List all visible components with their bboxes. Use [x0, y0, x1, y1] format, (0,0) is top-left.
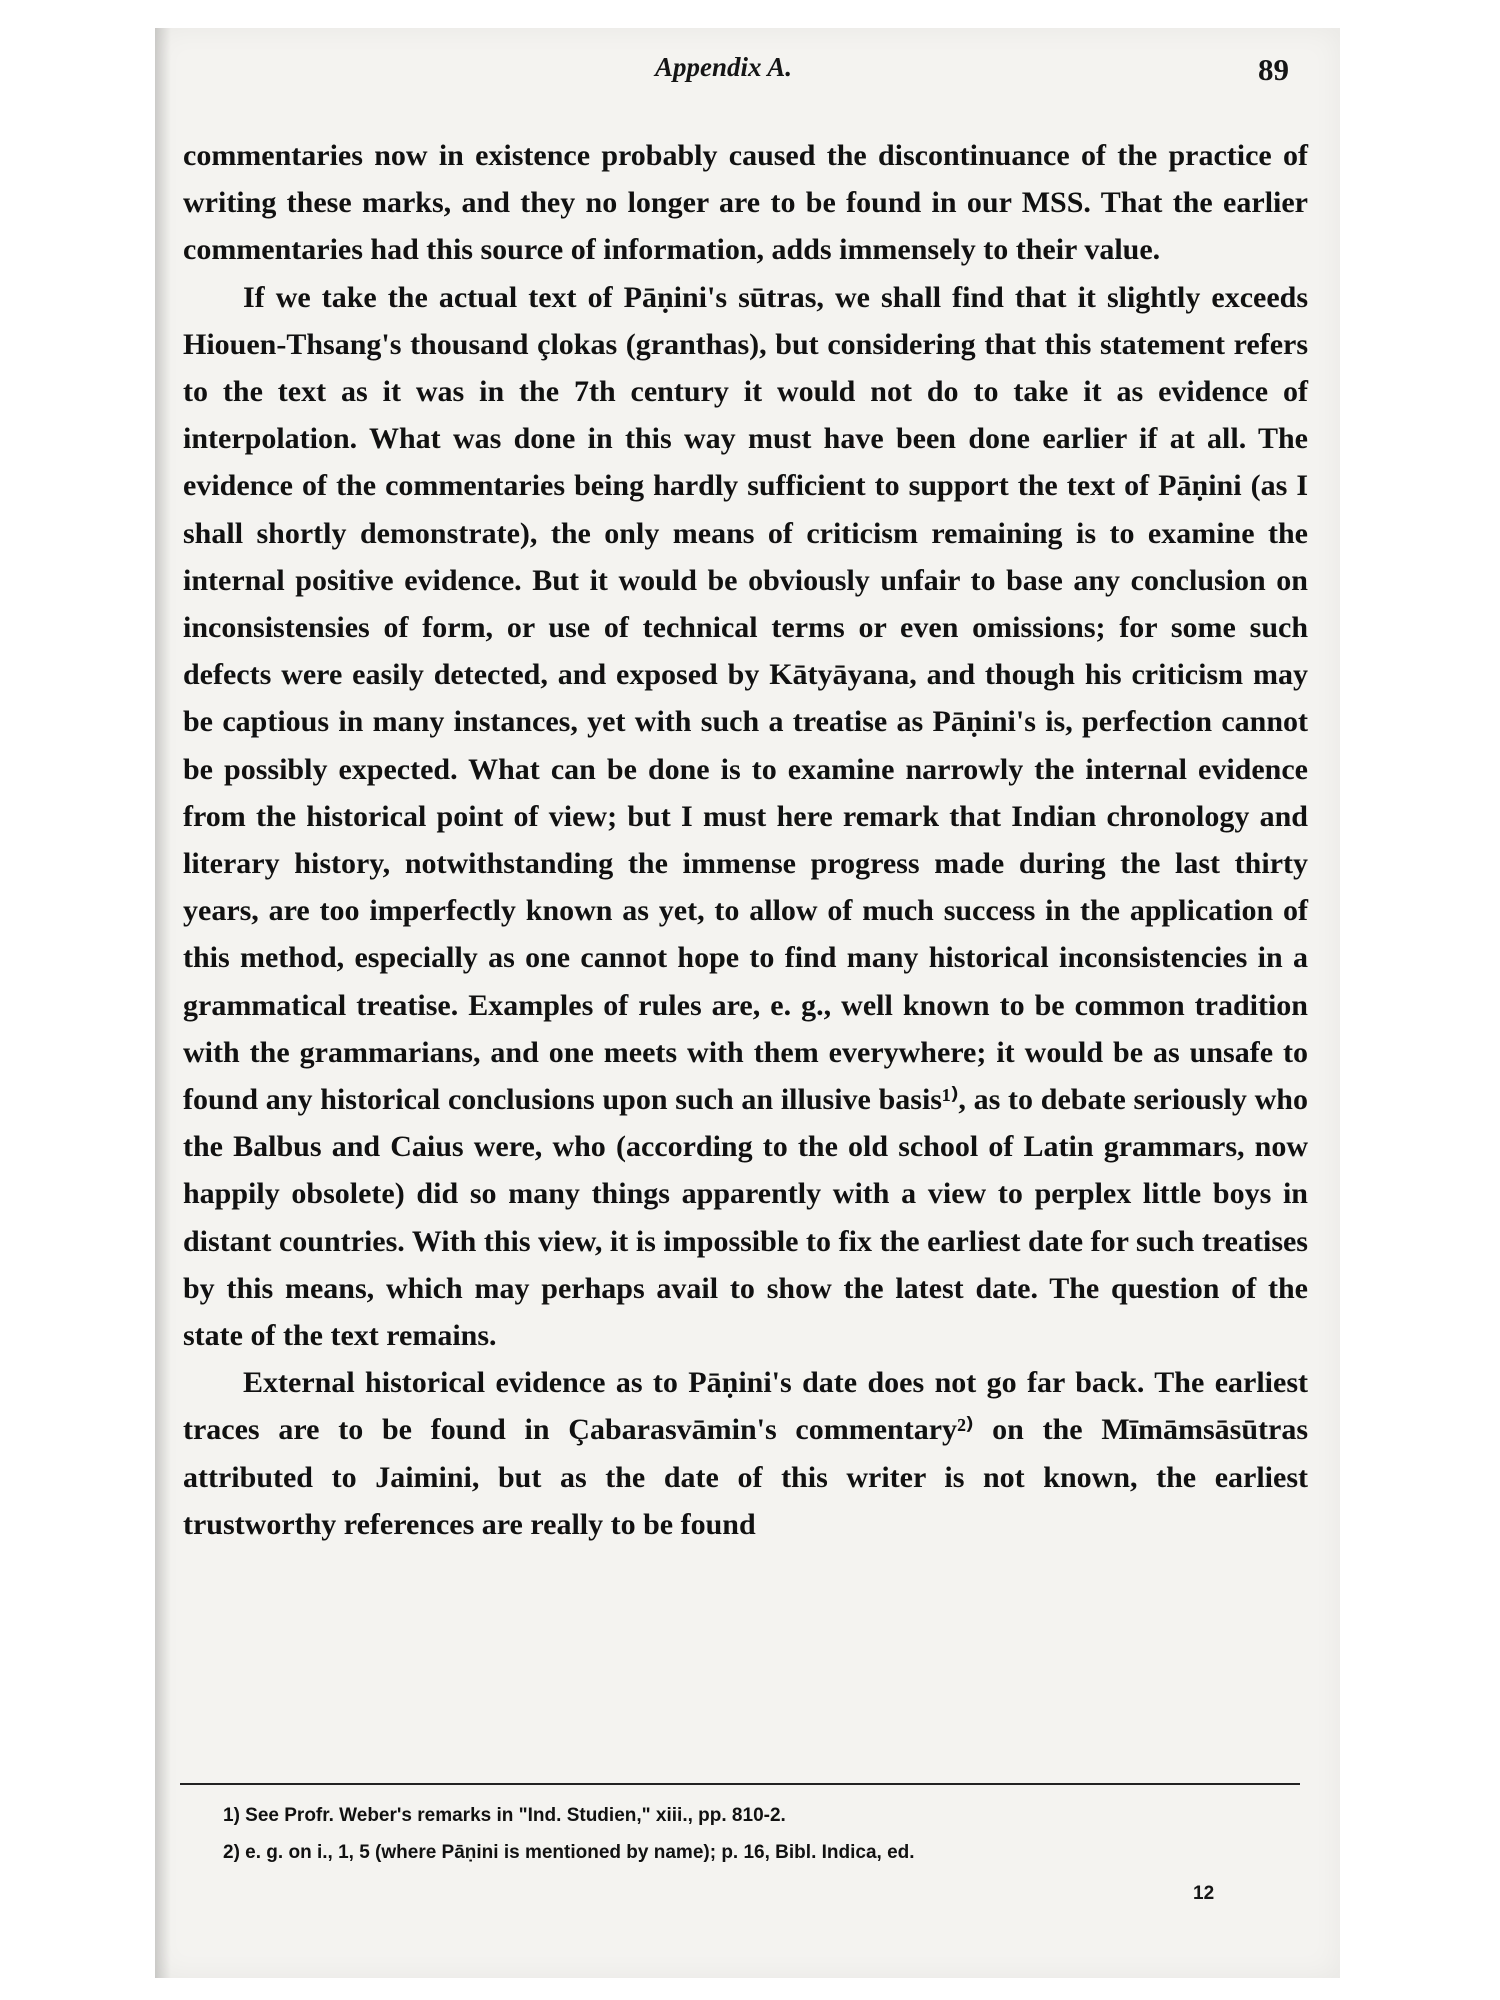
page-number: 89 — [1258, 52, 1289, 87]
paragraph-3: External historical evidence as to Pāṇini's date does not go far back. The earliest traces are to be found in Çabarasvāmin's commentary²⁾ on the Mīmāmsāsūtras attributed to Jaimini, but as the date of this writer is not known, the earliest trustworthy references are really to be found — [183, 1366, 1308, 1541]
paragraph-2: If we take the actual text of Pāṇini's sūtras, we shall find that it slightly exceeds Hiouen-Thsang's thousand çlokas (granthas), but considering that this statement refers to the text as it was in the 7th century it would not do to take it as evidence of interpolation. What was done in this way must have been done earlier if at all. The evidence of the commentaries being hardly sufficient to support the text of Pāṇini (as I shall shortly demonstrate), the only means of criticism remaining is to examine the internal positive evidence. But it would be obviously unfair to base any conclusion on inconsistensies of form, or use of technical terms or even omissions; for some such defects were easily detected, and exposed by Kātyāyana, and though his criticism may be captious in many instances, yet with such a treatise as Pāṇini's is, perfection cannot be possibly expected. What can be done is to examine narrowly the internal evidence from the historical point of view; but I must here remark that Indian chronology and literary history, notwithstanding the immense progress made during the last thirty years, are too imperfectly known as yet, to allow of much success in the application of this method, especially as one cannot hope to find many historical inconsistencies in a grammatical treatise. Examples of rules are, e. g., well known to be common tradition with the grammarians, and one meets with them everywhere; it would be as unsafe to found any historical conclusions upon such an illusive basis¹⁾, as to debate seriously who the Balbus and Caius were, who (according to the old school of Latin grammars, now happily obsolete) did so many things apparently with a view to perplex little boys in distant countries. With this view, it is impossible to fix the earliest date for such treatises by this means, which may perhaps avail to show the latest date. The question of the state of the text remains. — [183, 280, 1308, 1353]
footnote-2: 2) e. g. on i., 1, 5 (where Pāṇini is mentioned by name); p. 16, Bibl. Indica, ed. — [223, 1842, 915, 1863]
signature-mark: 12 — [1193, 1883, 1215, 1904]
body-text — [183, 132, 1308, 1548]
binding-shadow — [155, 28, 171, 1978]
paragraph-1: commentaries now in existence probably caused the discontinuance of the practice of writing these marks, and they no longer are to be found in our MSS. That the earlier commentaries had this source of information, adds immensely to their value. — [183, 139, 1308, 267]
running-head: Appendix A. — [655, 52, 793, 82]
footnote-1: 1) See Profr. Weber's remarks in "Ind. Studien," xiii., pp. 810-2. — [223, 1805, 786, 1826]
footnote-rule — [180, 1783, 1300, 1785]
